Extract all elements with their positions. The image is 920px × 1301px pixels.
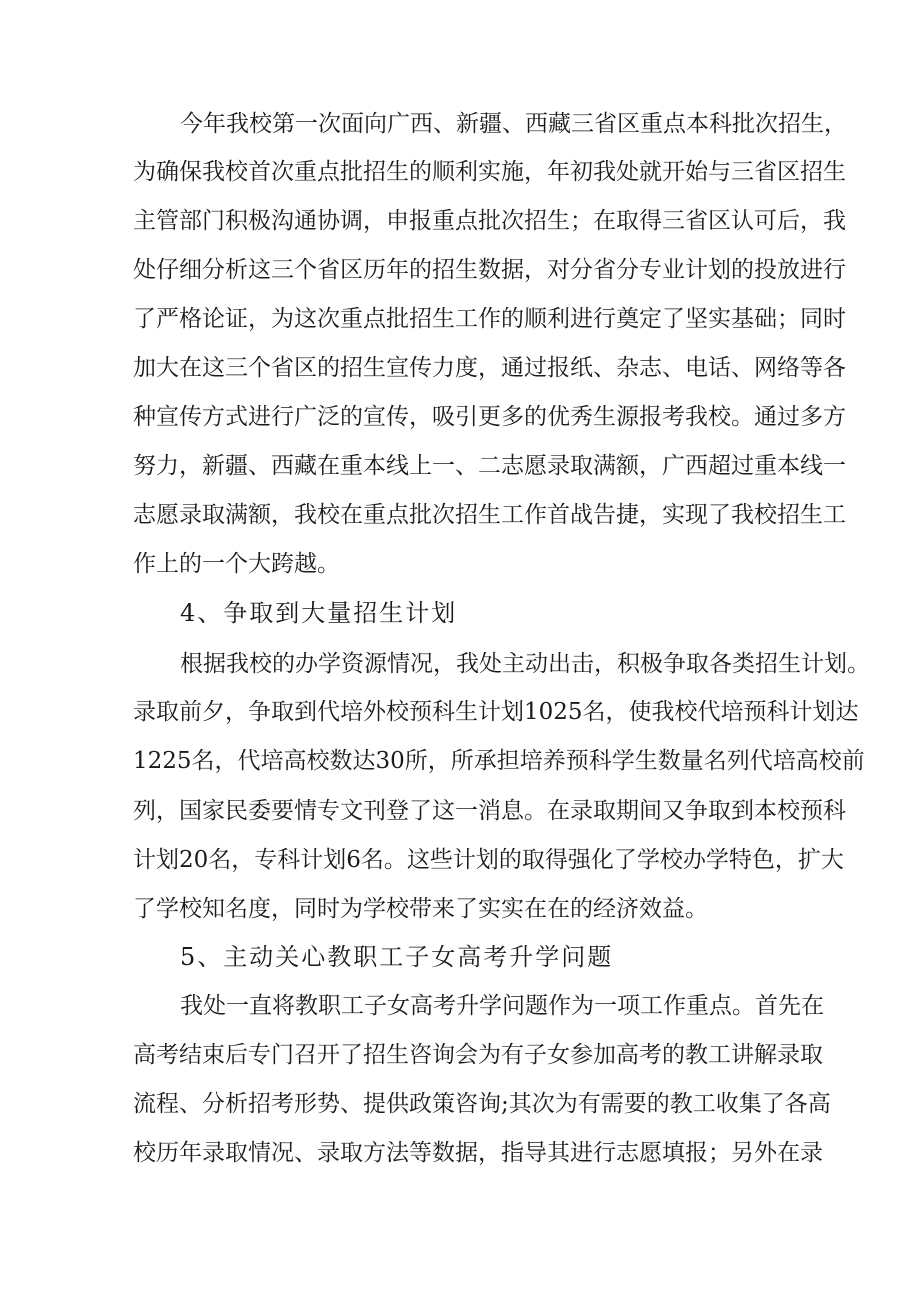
paragraph-line: 计划20名，专科计划6名。这些计划的取得强化了学校办学特色，扩大 [133,847,844,873]
paragraph-line: 努力，新疆、西藏在重本线上一、二志愿录取满额，广西超过重本线一 [133,453,846,479]
section-heading: 4、争取到大量招生计划 [180,599,458,627]
paragraph-line: 今年我校第一次面向广西、新疆、西藏三省区重点本科批次招生， [180,111,847,137]
section-heading: 5、主动关心教职工子女高考升学问题 [180,943,614,971]
paragraph-line: 为确保我校首次重点批招生的顺利实施，年初我处就开始与三省区招生 [133,159,846,185]
paragraph-line: 校历年录取情况、录取方法等数据，指导其进行志愿填报；另外在录 [133,1140,823,1166]
paragraph-line: 列，国家民委要情专文刊登了这一消息。在录取期间又争取到本校预科 [133,798,846,824]
paragraph-line: 1225名，代培高校数达30所，所承担培养预科学生数量名列代培高校前 [133,748,865,774]
paragraph-line: 我处一直将教职工子女高考升学问题作为一项工作重点。首先在 [180,993,824,1019]
paragraph-line: 处仔细分析这三个省区历年的招生数据，对分省分专业计划的投放进行 [133,257,846,283]
paragraph-line: 流程、分析招考形势、提供政策咨询;其次为有需要的教工收集了各高 [133,1091,831,1117]
paragraph-line: 高考结束后专门召开了招生咨询会为有子女参加高考的教工讲解录取 [133,1042,823,1068]
paragraph-line: 志愿录取满额，我校在重点批次招生工作首战告捷，实现了我校招生工 [133,502,846,528]
paragraph-line: 种宣传方式进行广泛的宣传，吸引更多的优秀生源报考我校。通过多方 [133,404,846,430]
paragraph-line: 根据我校的办学资源情况，我处主动出击，积极争取各类招生计划。 [180,651,870,677]
paragraph-line: 了学校知名度，同时为学校带来了实实在在的经济效益。 [133,896,708,922]
paragraph-line: 录取前夕，争取到代培外校预科生计划1025名，使我校代培预科计划达 [133,699,859,725]
paragraph-line: 作上的一个大跨越。 [133,551,340,577]
paragraph-line: 了严格论证，为这次重点批招生工作的顺利进行奠定了坚实基础；同时 [133,306,846,332]
paragraph-line: 加大在这三个省区的招生宣传力度，通过报纸、杂志、电话、网络等各 [133,355,846,381]
paragraph-line: 主管部门积极沟通协调，申报重点批次招生；在取得三省区认可后，我 [133,208,846,234]
